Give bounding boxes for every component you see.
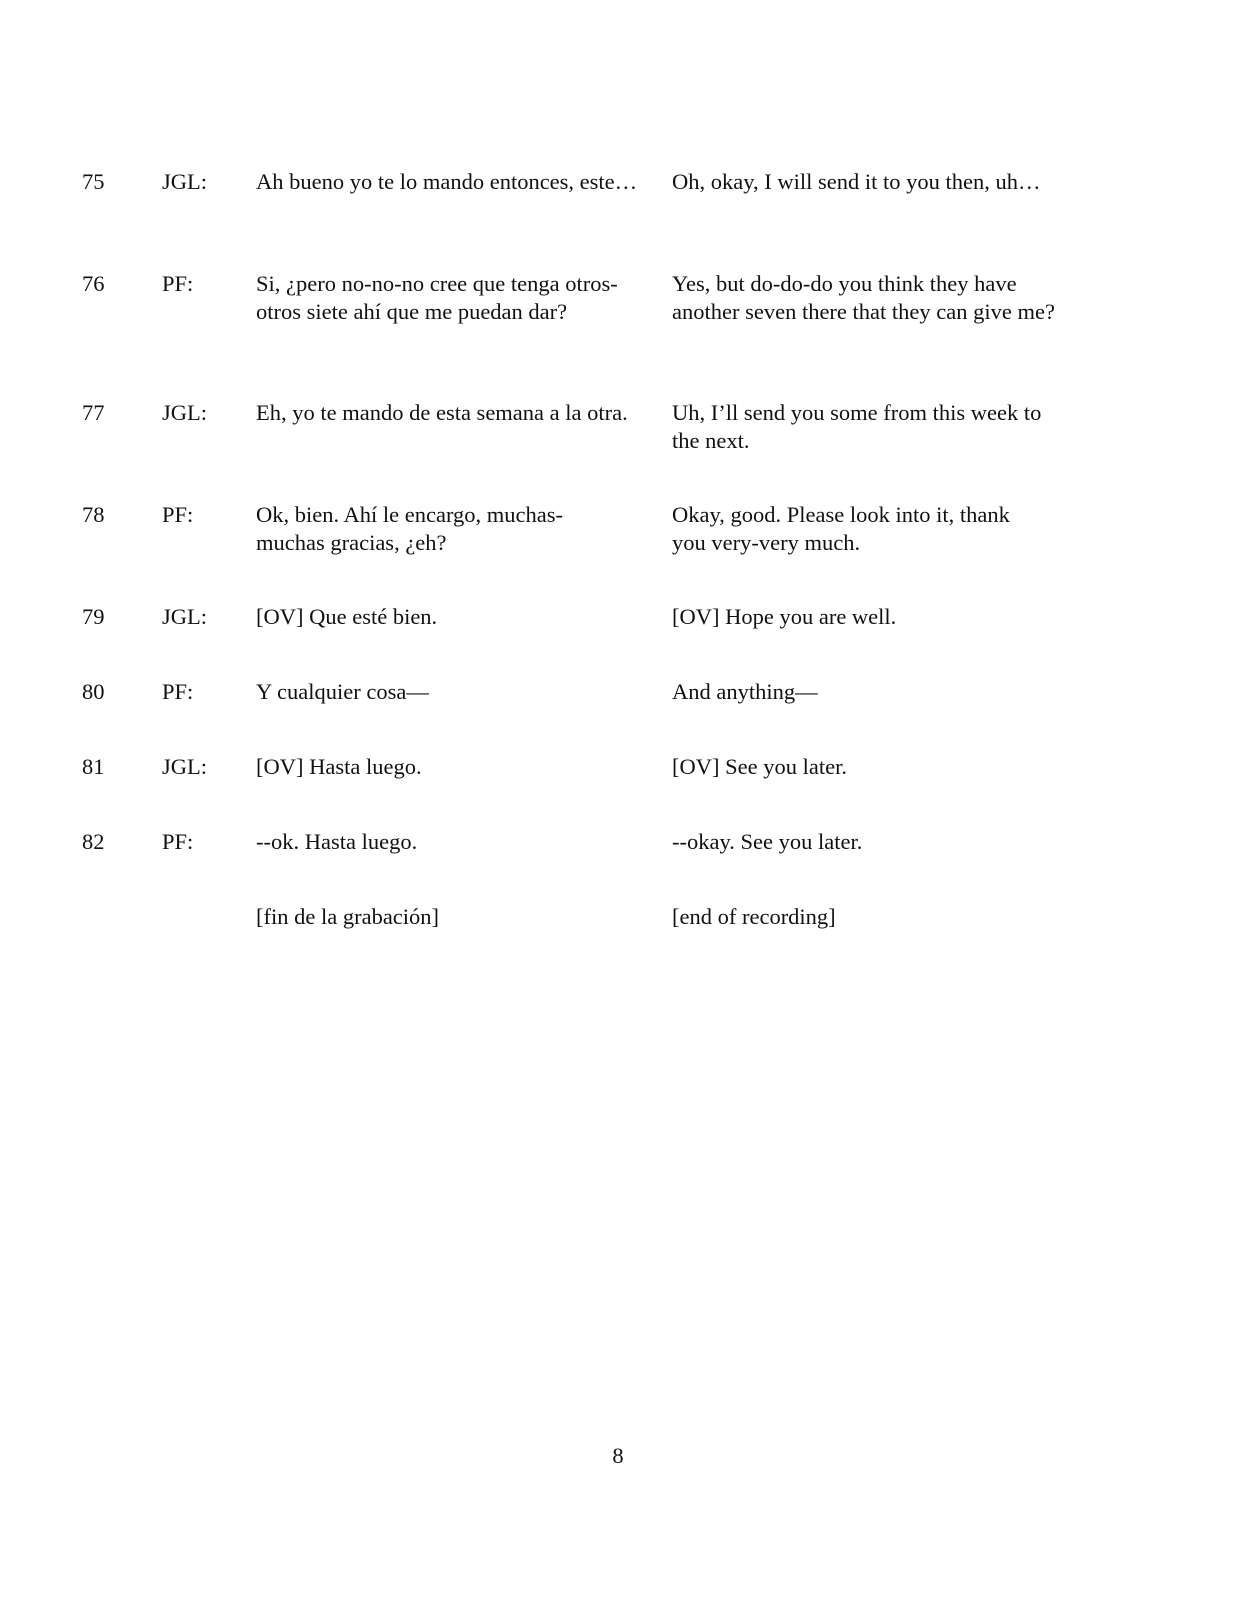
speaker-label: JGL:	[162, 754, 207, 779]
english-text: Uh, I’ll send you some from this week to the next.	[672, 400, 1042, 453]
page-number: 8	[612, 1443, 624, 1468]
line-number: 79	[82, 604, 105, 629]
speaker-label: JGL:	[162, 400, 207, 425]
speaker-label: JGL:	[162, 604, 207, 629]
spanish-text: Si, ¿pero no-no-no cree que tenga otros-otros siete ahí que me puedan dar?	[256, 271, 618, 324]
spanish-text: Ah bueno yo te lo mando entonces, este…	[256, 169, 638, 194]
line-number: 75	[82, 169, 105, 194]
line-number: 82	[82, 829, 105, 854]
english-text: Okay, good. Please look into it, thank you very-very much.	[672, 502, 1010, 555]
line-number: 76	[82, 271, 105, 296]
spanish-text: [OV] Que esté bien.	[256, 604, 438, 629]
spanish-text: Ok, bien. Ahí le encargo, muchas-muchas gracias, ¿eh?	[256, 502, 564, 555]
english-text: Yes, but do-do-do you think they have another seven there that they can give me?	[672, 271, 1055, 324]
english-text: [OV] Hope you are well.	[672, 604, 897, 629]
speaker-label: JGL:	[162, 169, 207, 194]
speaker-label: PF:	[162, 502, 194, 527]
speaker-label: PF:	[162, 679, 194, 704]
spanish-text: [fin de la grabación]	[256, 904, 440, 929]
english-text: Oh, okay, I will send it to you then, uh…	[672, 169, 1041, 194]
english-text: And anything—	[672, 679, 818, 704]
spanish-text: Y cualquier cosa—	[256, 679, 429, 704]
english-text: [OV] See you later.	[672, 754, 847, 779]
line-number: 77	[82, 400, 105, 425]
line-number: 81	[82, 754, 105, 779]
line-number: 78	[82, 502, 105, 527]
english-text: [end of recording]	[672, 904, 836, 929]
speaker-label: PF:	[162, 829, 194, 854]
spanish-text: --ok. Hasta luego.	[256, 829, 418, 854]
spanish-text: [OV] Hasta luego.	[256, 754, 422, 779]
speaker-label: PF:	[162, 271, 194, 296]
line-number: 80	[82, 679, 105, 704]
english-text: --okay. See you later.	[672, 829, 863, 854]
spanish-text: Eh, yo te mando de esta semana a la otra.	[256, 400, 628, 425]
